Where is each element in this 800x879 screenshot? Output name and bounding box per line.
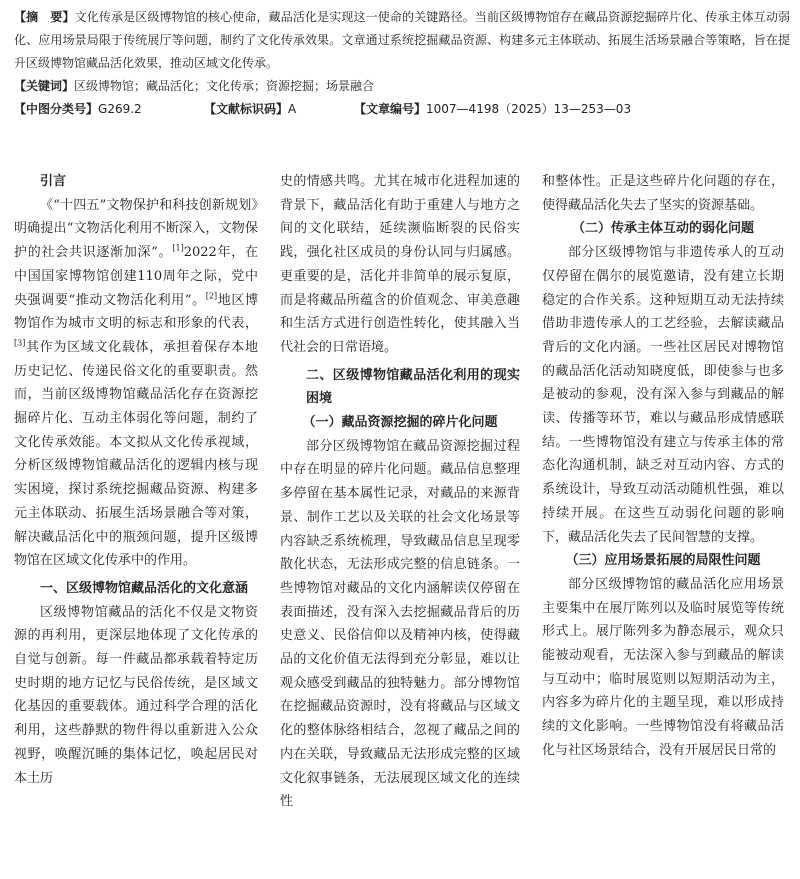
clc-item <box>14 98 204 121</box>
article-front-matter <box>14 6 790 121</box>
intro-text-1: 《“十四五”文物保护和科技创新规划》明确提出“文物活化利用不断深入，文物保护的社会共识逐渐加深”。 <box>14 197 258 261</box>
doc-code-value: A <box>288 102 297 116</box>
doc-code-item <box>204 98 354 121</box>
keywords-label: 【关键词】 <box>14 79 75 93</box>
intro-text-4: 其作为区域文化载体，承担着保存本地历史记忆、传递民俗文化的重要职责。然而，当前区级博物馆藏品活化存在资源挖掘碎片化、互动主体弱化等问题，制约了文化传承效能。本文拟从文化传承视域，分析区级博物馆藏品活化的逻辑内核与现实困境，探讨系统挖掘藏品资源、构建多元主体联动、拓展生活场景融合等对策，解决藏品活化中的瓶颈问题，提升区级博物馆在区域文化传承中的作用。 <box>14 339 258 569</box>
column-3 <box>542 170 784 763</box>
intro-text-3: 地区博物馆作为城市文明的标志和形象的代表， <box>14 292 258 332</box>
section-1-paragraph: 区级博物馆藏品的活化不仅是文物资源的再利用，更深层地体现了文化传承的自觉与创新。每一件藏品都承载着特定历史时期的地方记忆与民俗传统，是区域文化基因的重要载体。通过科学合理的活化利用，这些静默的物件得以重新进入公众视野，唤醒沉睡的集体记忆，唤起居民对本土历 <box>14 604 258 786</box>
article-number-label: 【文章编号】 <box>354 102 427 116</box>
subsection-2-paragraph: 部分区级博物馆与非遗传承人的互动仅停留在偶尔的展览邀请，没有建立长期稳定的合作关系。这种短期互动无法持续借助非遗传承人的工艺经验，去解读藏品背后的文化内涵。一些社区居民对博物馆的藏品活化活动知晓度低，即使参与也多是被动的参观，没有深入参与到藏品的解读、传播等环节，难以与藏品形成情感联结。一些博物馆没有建立与传承主体的常态化沟通机制，缺乏对互动内容、方式的系统设计，导致互动活动随机性强，难以持续开展。在这些互动弱化问题的影响下，藏品活化失去了民间智慧的支撑。 <box>542 245 784 545</box>
classification-line <box>14 98 790 121</box>
intro-text-2: 2022年，在中国国家博物馆创建110周年之际，党中央强调要“推动文物活化利用”。 <box>14 245 258 308</box>
subsection-2-heading: （二）传承主体互动的弱化问题 <box>571 221 754 237</box>
column-1 <box>14 170 258 790</box>
column-3-paragraph-1: 和整体性。正是这些碎片化问题的存在，使得藏品活化失去了坚实的资源基础。 <box>542 174 784 213</box>
abstract <box>14 6 790 75</box>
article-number-value: 1007—4198（2025）13—253—03 <box>426 102 632 116</box>
clc-label: 【中图分类号】 <box>14 102 99 116</box>
article-number-item <box>354 98 631 121</box>
citation-2: [2] <box>205 291 218 301</box>
section-1-heading: 一、区级博物馆藏品活化的文化意涵 <box>40 580 249 596</box>
intro-paragraph <box>14 194 258 573</box>
doc-code-label: 【文献标识码】 <box>204 102 289 116</box>
keywords-text: 区级博物馆；藏品活化；文化传承；资源挖掘；场景融合 <box>74 79 375 93</box>
abstract-label: 【摘 要】 <box>14 10 75 24</box>
section-2-heading: 二、区级博物馆藏品活化利用的现实困境 <box>306 367 520 407</box>
column-2 <box>280 170 520 814</box>
subsection-1-paragraph: 部分区级博物馆在藏品资源挖掘过程中存在明显的碎片化问题。藏品信息整理多停留在基本属性记录，对藏品的来源背景、制作工艺以及关联的社会文化场景等内容缺乏系统梳理，导致藏品信息呈现零散化状态，无法形成完整的信息链条。一些博物馆对藏品的文化内涵解读仅停留在表面描述，没有深入去挖掘藏品背后的历史意义、民俗信仰以及精神内核，使得藏品的文化价值无法得到充分彰显，难以让观众感受到藏品的独特魅力。部分博物馆在挖掘藏品资源时，没有将藏品与区域文化的整体脉络相结合，忽视了藏品之间的内在关联，导致藏品无法形成完整的区域文化叙事链条，无法展现区域文化的连续性 <box>280 438 520 810</box>
clc-value: G269.2 <box>98 102 142 116</box>
subsection-1-heading: （一）藏品资源挖掘的碎片化问题 <box>302 415 498 431</box>
abstract-text: 文化传承是区级博物馆的核心使命，藏品活化是实现这一使命的关键路径。当前区级博物馆存在藏品资源挖掘碎片化、传承主体互动弱化、应用场景局限于传统展厅等问题，制约了文化传承效果。文章通过系统挖掘藏品资源、构建多元主体联动、拓展生活场景融合等策略，旨在提升区级博物馆藏品活化效果，推动区域文化传承。 <box>14 10 790 70</box>
subsection-3-paragraph: 部分区级博物馆的藏品活化应用场景主要集中在展厅陈列以及临时展览等传统形式上。展厅陈列多为静态展示，观众只能被动观看，无法深入参与到藏品的解读与互动中；临时展览则以短期活动为主，内容多为碎片化的主题呈现，难以形成持续的文化影响。一些博物馆没有将藏品活化与社区场景结合，没有开展居民日常的 <box>542 576 784 758</box>
intro-heading: 引言 <box>40 174 67 189</box>
citation-3: [3] <box>14 338 26 348</box>
subsection-3-heading: （三）应用场景拓展的局限性问题 <box>565 553 761 569</box>
citation-1: [1] <box>172 243 184 253</box>
column-2-paragraph-1: 史的情感共鸣。尤其在城市化进程加速的背景下，藏品活化有助于重建人与地方之间的文化联结，延续濒临断裂的民俗实践，强化社区成员的身份认同与归属感。更重要的是，活化并非简单的展示复原，而是将藏品所蕴含的价值观念、审美意趣和生活方式进行创造性转化，使其融入当代社会的日常语境。 <box>280 174 520 355</box>
keywords <box>14 75 790 98</box>
